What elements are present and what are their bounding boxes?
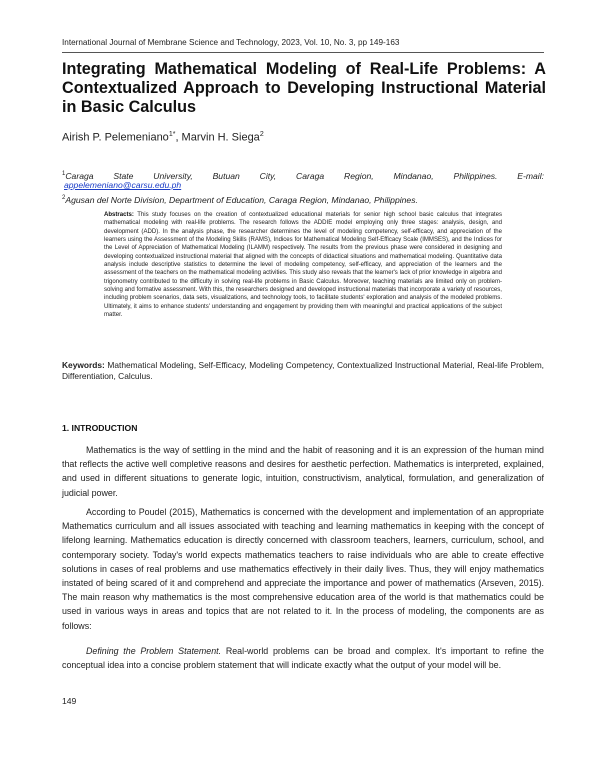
- author-line: [62, 131, 264, 144]
- paragraph-2-text: According to Poudel (2015), Mathematics is concerned with the development and implementation of an appropriate Mathematics curriculum and all issues associated with teaching and learning mathematics in keeping with the concept of lifelong learning. Mathematics education is directly concerned with classroom teachers, learners, curriculum, school, and contemporary society. Today's world expects mathematics teachers to raise individuals who are able to create effective solutions in cases of real problems and use mathematics effectively in their daily lives. Thus, they will enjoy mathematics instated of being scared of it and comprehend and appreciate the importance and power of mathematics (Arseven, 2015). The main reason why mathematics is the most comprehensive education area of the world is that mathematics could be used in various ways in areas and topics that are not related to it. In the process of modeling, the components are as follows:: [62, 507, 544, 631]
- keywords-text: Mathematical Modeling, Self-Efficacy, Modeling Competency, Contextualized Instructional Material, Real-life Problem, Differentiation, Calculus.: [62, 360, 545, 382]
- paragraph-3-lead: Defining the Problem Statement.: [86, 646, 222, 656]
- journal-header: International Journal of Membrane Science and Technology, 2023, Vol. 10, No. 3, pp 149-163: [62, 38, 400, 47]
- body-paragraph-1: [62, 443, 544, 500]
- abstract-label: Abstracts:: [104, 212, 134, 218]
- body-paragraph-2: [62, 505, 544, 633]
- header-rule: [62, 52, 544, 53]
- affiliation-2-sup: 2: [62, 195, 66, 202]
- affiliation-2: [62, 195, 418, 205]
- author-2-sup: 2: [259, 131, 264, 138]
- abstract: [104, 211, 502, 319]
- author-1-sup: 1*: [168, 131, 176, 138]
- body-paragraph-3: [62, 644, 544, 672]
- keywords-label: Keywords:: [62, 360, 105, 370]
- affiliation-1-sup: 1: [62, 171, 66, 177]
- paragraph-3-text: Real-world problems can be broad and complex. It's important to refine the conceptual idea into a concise problem statement that will indicate exactly what the output of your model will be.: [62, 646, 544, 671]
- section-heading-introduction: 1. INTRODUCTION: [62, 423, 138, 433]
- article-title: Integrating Mathematical Modeling of Real-Life Problems: A Contextualized Approach to Developing Instructional Material in Basic Calculus: [62, 60, 546, 116]
- abstract-text: This study focuses on the creation of contextualized educational materials for senior high school basic calculus that integrates mathematical modeling with real-life problems. The research follows the ADDIE model employing only three stages: analysis, design, and development (ADD). In the analysis phase, the researcher determines the level of modeling competency, self-efficacy, and appreciation of the learners using the Assessment of the Modeling Skills (RAMS), Indices for Mathematical Modeling Self-Efficacy Scale (IMMSES), and the Indices for the Level of Appreciation of Mathematical Modeling (ILAMM) respectively. The results from the previous phase were considered in designing and developing contextualized instructional material that aligned with the concepts of didactical situations and mathematical modeling. Quantitative data analysis include descriptive statistics to determine the level of modeling competency, self-efficacy, and appreciation of the learners and the assessment of the teachers on the mathematical modeling activities. This study also reveals that the learner's lack of prior knowledge in algebra and trigonometry contributed to the difficulty in solving real-life problems in Basic Calculus. Moreover, teaching materials are limited only on problem-solving and formative assessment. With this, the researchers designed and developed instructional materials that incorporate a variety of resources, including problem scenarios, data sets, visualizations, and technology tools, to facilitate students' exploration and analysis of the modeled problems. Ultimately, it aims to enhance students' understanding and engagement by providing them with meaningful and practical applications of the subject matter.: [104, 212, 502, 319]
- author-2-name: , Marvin H. Siega: [175, 131, 260, 144]
- author-1-name: Airish P. Pelemeniano: [62, 131, 169, 144]
- affiliation-2-text: Agusan del Norte Division, Department of Education, Caraga Region, Mindanao, Philippines.: [65, 195, 418, 205]
- affiliation-1-text: Caraga State University, Butuan City, Caraga Region, Mindanao, Philippines. E-mail:: [65, 170, 544, 181]
- keywords: [62, 360, 544, 383]
- paragraph-1-text: Mathematics is the way of settling in the mind and the habit of reasoning and it is an expression of the human mind that reflects the active well completive reasons and desires for aesthetic perfection. Mathematics is interpreted, explained, and used in different situations to generate logic, intuition, constructivism, analytical, formulation, and generalization of judicial power.: [62, 445, 544, 498]
- page-number: 149: [62, 696, 77, 706]
- author-email-link[interactable]: appelemeniano@carsu.edu.ph: [64, 180, 182, 190]
